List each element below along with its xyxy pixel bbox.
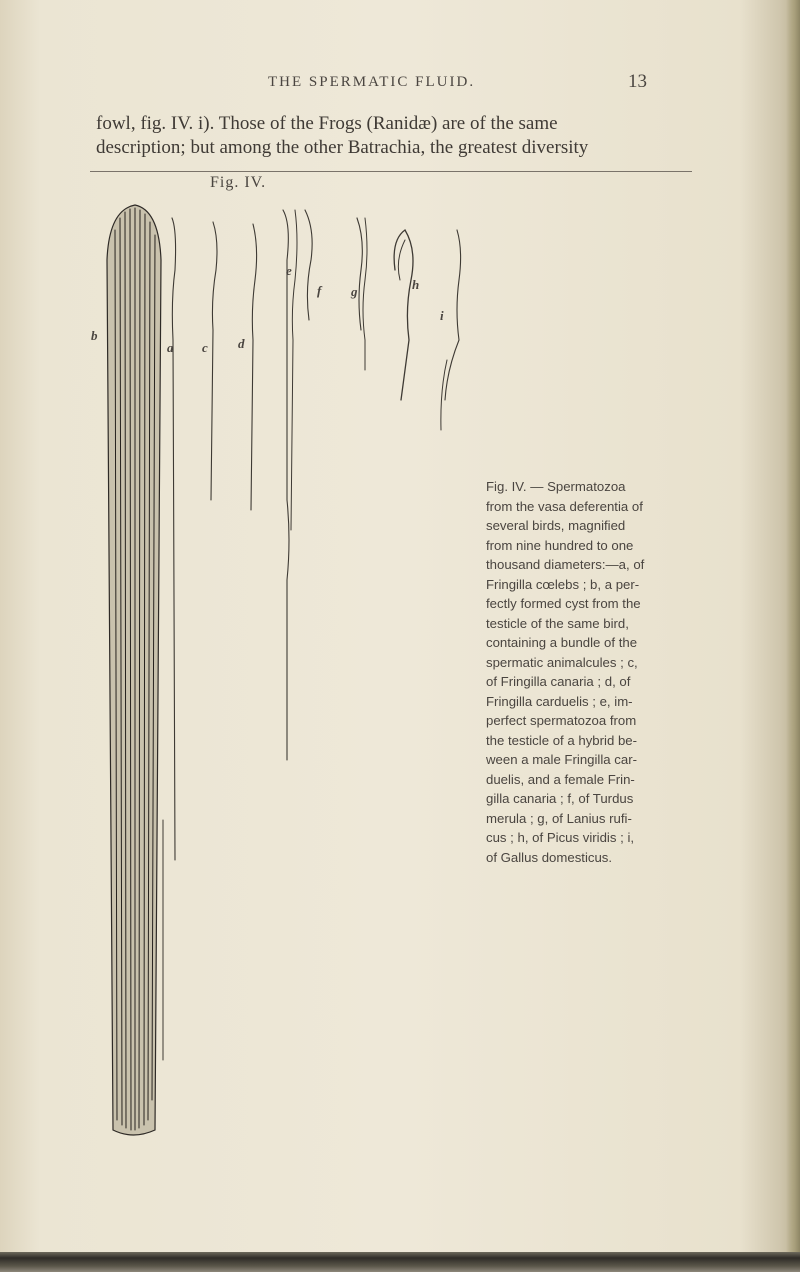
caption-line: the testicle of a hybrid be- bbox=[486, 732, 638, 748]
label-c: c bbox=[202, 340, 208, 355]
caption-line: several birds, magnified bbox=[486, 518, 626, 533]
book-spine-edge bbox=[786, 0, 800, 1272]
body-line-2: description; but among the other Batrachia, the greatest diversity bbox=[96, 137, 589, 158]
spermatozoon-g bbox=[357, 218, 362, 330]
caption-line: from nine hundred to one bbox=[486, 537, 634, 553]
caption-line: perfect spermatozoa from bbox=[486, 713, 637, 728]
spermatozoon-d bbox=[251, 224, 257, 510]
cyst-bundle-b bbox=[107, 205, 161, 1135]
label-b: b bbox=[91, 328, 98, 343]
caption-line: ween a male Fringilla car- bbox=[486, 752, 637, 767]
page-bottom-edge bbox=[0, 1252, 800, 1272]
horizontal-rule bbox=[90, 171, 692, 172]
caption-line: merula ; g, of Lanius rufi- bbox=[486, 810, 632, 826]
figure-title: Fig. IV. bbox=[210, 174, 267, 191]
caption-line: cus ; h, of Picus viridis ; i, bbox=[486, 830, 635, 845]
label-a: a bbox=[167, 340, 174, 355]
spermatozoon-f bbox=[305, 210, 312, 320]
spermatozoa-drawing bbox=[95, 200, 485, 1140]
caption-line: duelis, and a female Frin- bbox=[486, 771, 635, 787]
caption-line: Fringilla cœlebs ; b, a per- bbox=[486, 576, 640, 592]
running-head bbox=[0, 71, 800, 98]
caption-line: testicle of the same bird, bbox=[486, 615, 629, 631]
label-g: g bbox=[351, 284, 358, 299]
caption-line: spermatic animalcules ; c, bbox=[486, 654, 638, 670]
body-line-1: fowl, fig. IV. i). Those of the Frogs (Ranidæ) are of the same bbox=[96, 113, 558, 134]
caption-line: gilla canaria ; f, of Turdus bbox=[486, 791, 634, 806]
body-paragraph bbox=[96, 112, 686, 160]
spermatozoon-e bbox=[283, 210, 289, 760]
caption-line: of Fringilla canaria ; d, of bbox=[486, 674, 631, 689]
label-h: h bbox=[412, 277, 420, 292]
figure-caption bbox=[486, 477, 686, 867]
page-number: 13 bbox=[628, 71, 647, 92]
caption-line: thousand diameters:—a, of bbox=[486, 557, 645, 572]
running-title: THE SPERMATIC FLUID. bbox=[268, 74, 476, 90]
caption-line: containing a bundle of the bbox=[486, 635, 638, 650]
spermatozoon-c bbox=[211, 222, 217, 500]
caption-line: Fringilla carduelis ; e, im- bbox=[486, 693, 633, 709]
caption-line: from the vasa deferentia of bbox=[486, 498, 643, 514]
label-d: d bbox=[238, 336, 245, 351]
label-i: i bbox=[440, 308, 444, 323]
caption-line: Fig. IV. — Spermatozoa bbox=[486, 479, 626, 494]
caption-line: fectly formed cyst from the bbox=[486, 596, 641, 611]
figure-spermatozoa-illustration bbox=[91, 200, 485, 1140]
label-e: e bbox=[286, 263, 292, 278]
label-f: f bbox=[317, 283, 322, 298]
spermatozoon-a bbox=[172, 218, 176, 860]
caption-line: of Gallus domesticus. bbox=[486, 849, 613, 865]
spermatozoon-h bbox=[394, 230, 413, 400]
spermatozoon-i bbox=[445, 230, 461, 400]
